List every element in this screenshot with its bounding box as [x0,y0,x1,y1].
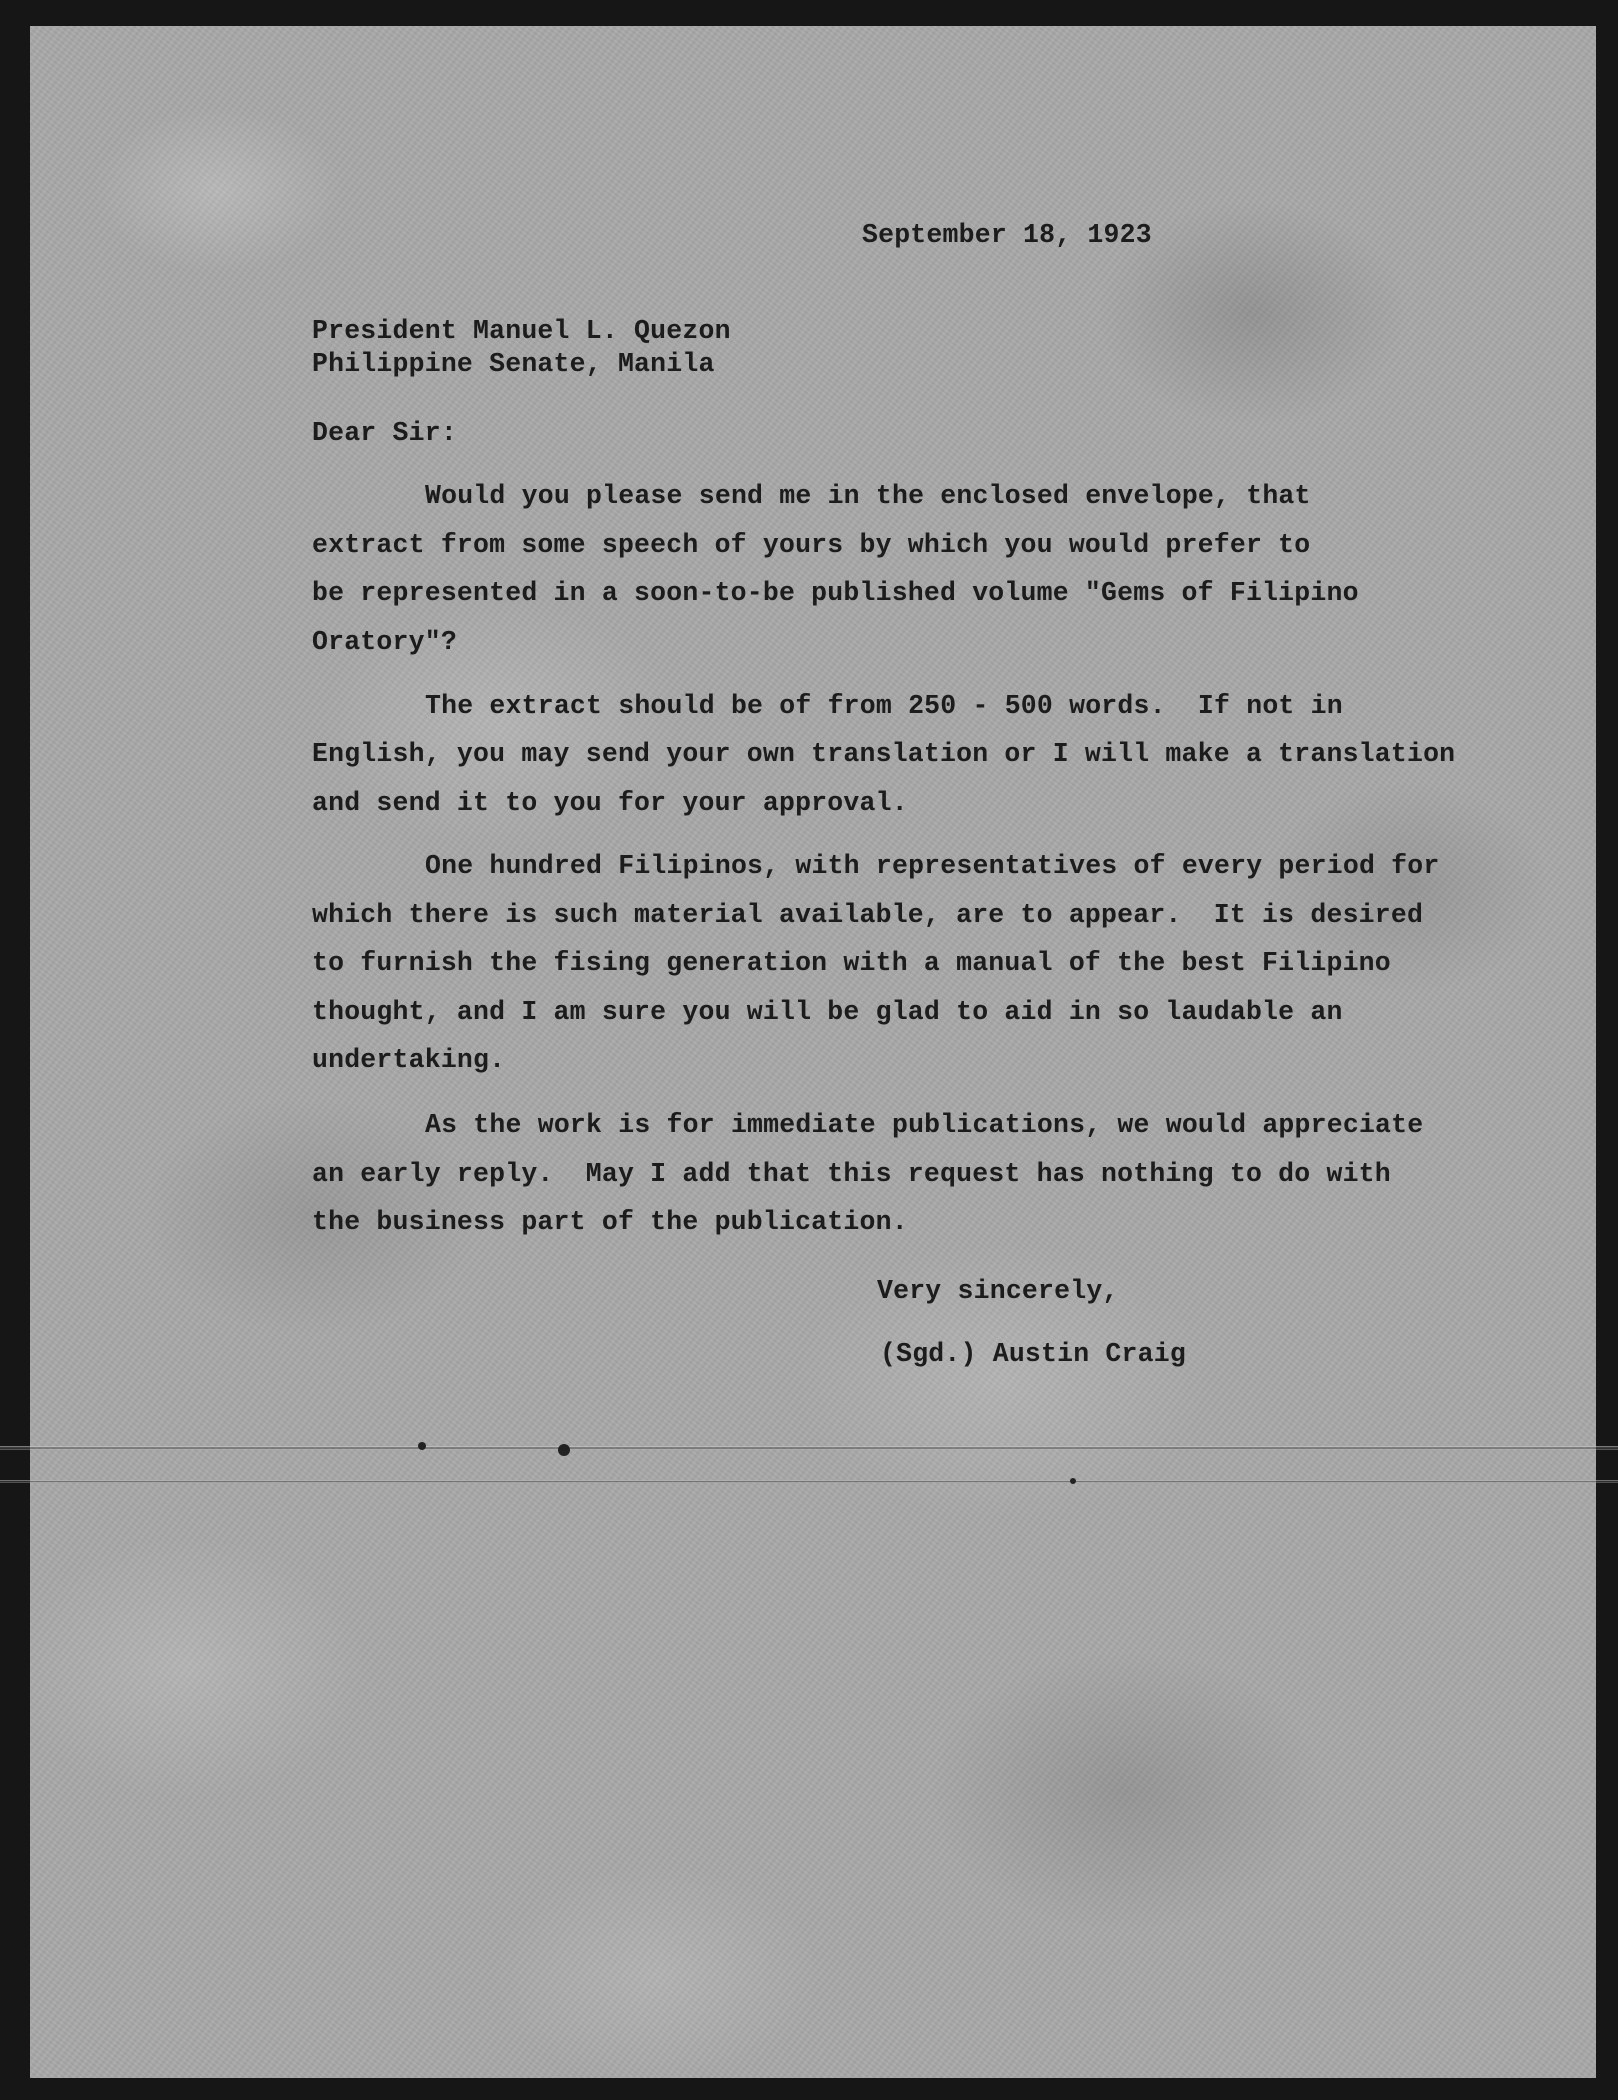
closing: Very sincerely, [877,1276,1119,1306]
paragraph-line: be represented in a soon-to-be published volume "Gems of Filipino [312,578,1359,608]
paragraph-line: an early reply. May I add that this request has nothing to do with [312,1159,1391,1189]
recipient-name: President Manuel L. Quezon [312,316,731,346]
salutation: Dear Sir: [312,418,457,448]
ink-speck [1070,1478,1076,1484]
paragraph-line: thought, and I am sure you will be glad to aid in so laudable an [312,997,1343,1027]
signature: (Sgd.) Austin Craig [880,1339,1186,1369]
paragraph-line: Would you please send me in the enclosed envelope, that [425,481,1311,511]
letter-date: September 18, 1923 [862,220,1152,250]
paragraph-line: As the work is for immediate publications, we would appreciate [425,1110,1424,1140]
paragraph-line: Oratory"? [312,627,457,657]
letter-paper [30,26,1596,2078]
paragraph-line: English, you may send your own translation or I will make a translation [312,739,1456,769]
ink-speck [418,1442,426,1450]
fold-crease [0,1446,1618,1450]
paragraph-line: extract from some speech of yours by which you would prefer to [312,530,1311,560]
ink-speck [558,1444,570,1456]
paragraph-line: to furnish the fising generation with a manual of the best Filipino [312,948,1391,978]
recipient-address: Philippine Senate, Manila [312,349,715,379]
paragraph-line: the business part of the publication. [312,1207,908,1237]
paragraph-line: The extract should be of from 250 - 500 words. If not in [425,691,1343,721]
paragraph-line: One hundred Filipinos, with representatives of every period for [425,851,1440,881]
paragraph-line: and send it to you for your approval. [312,788,908,818]
paragraph-line: which there is such material available, are to appear. It is desired [312,900,1424,930]
fold-crease [0,1480,1618,1483]
paragraph-line: undertaking. [312,1045,506,1075]
